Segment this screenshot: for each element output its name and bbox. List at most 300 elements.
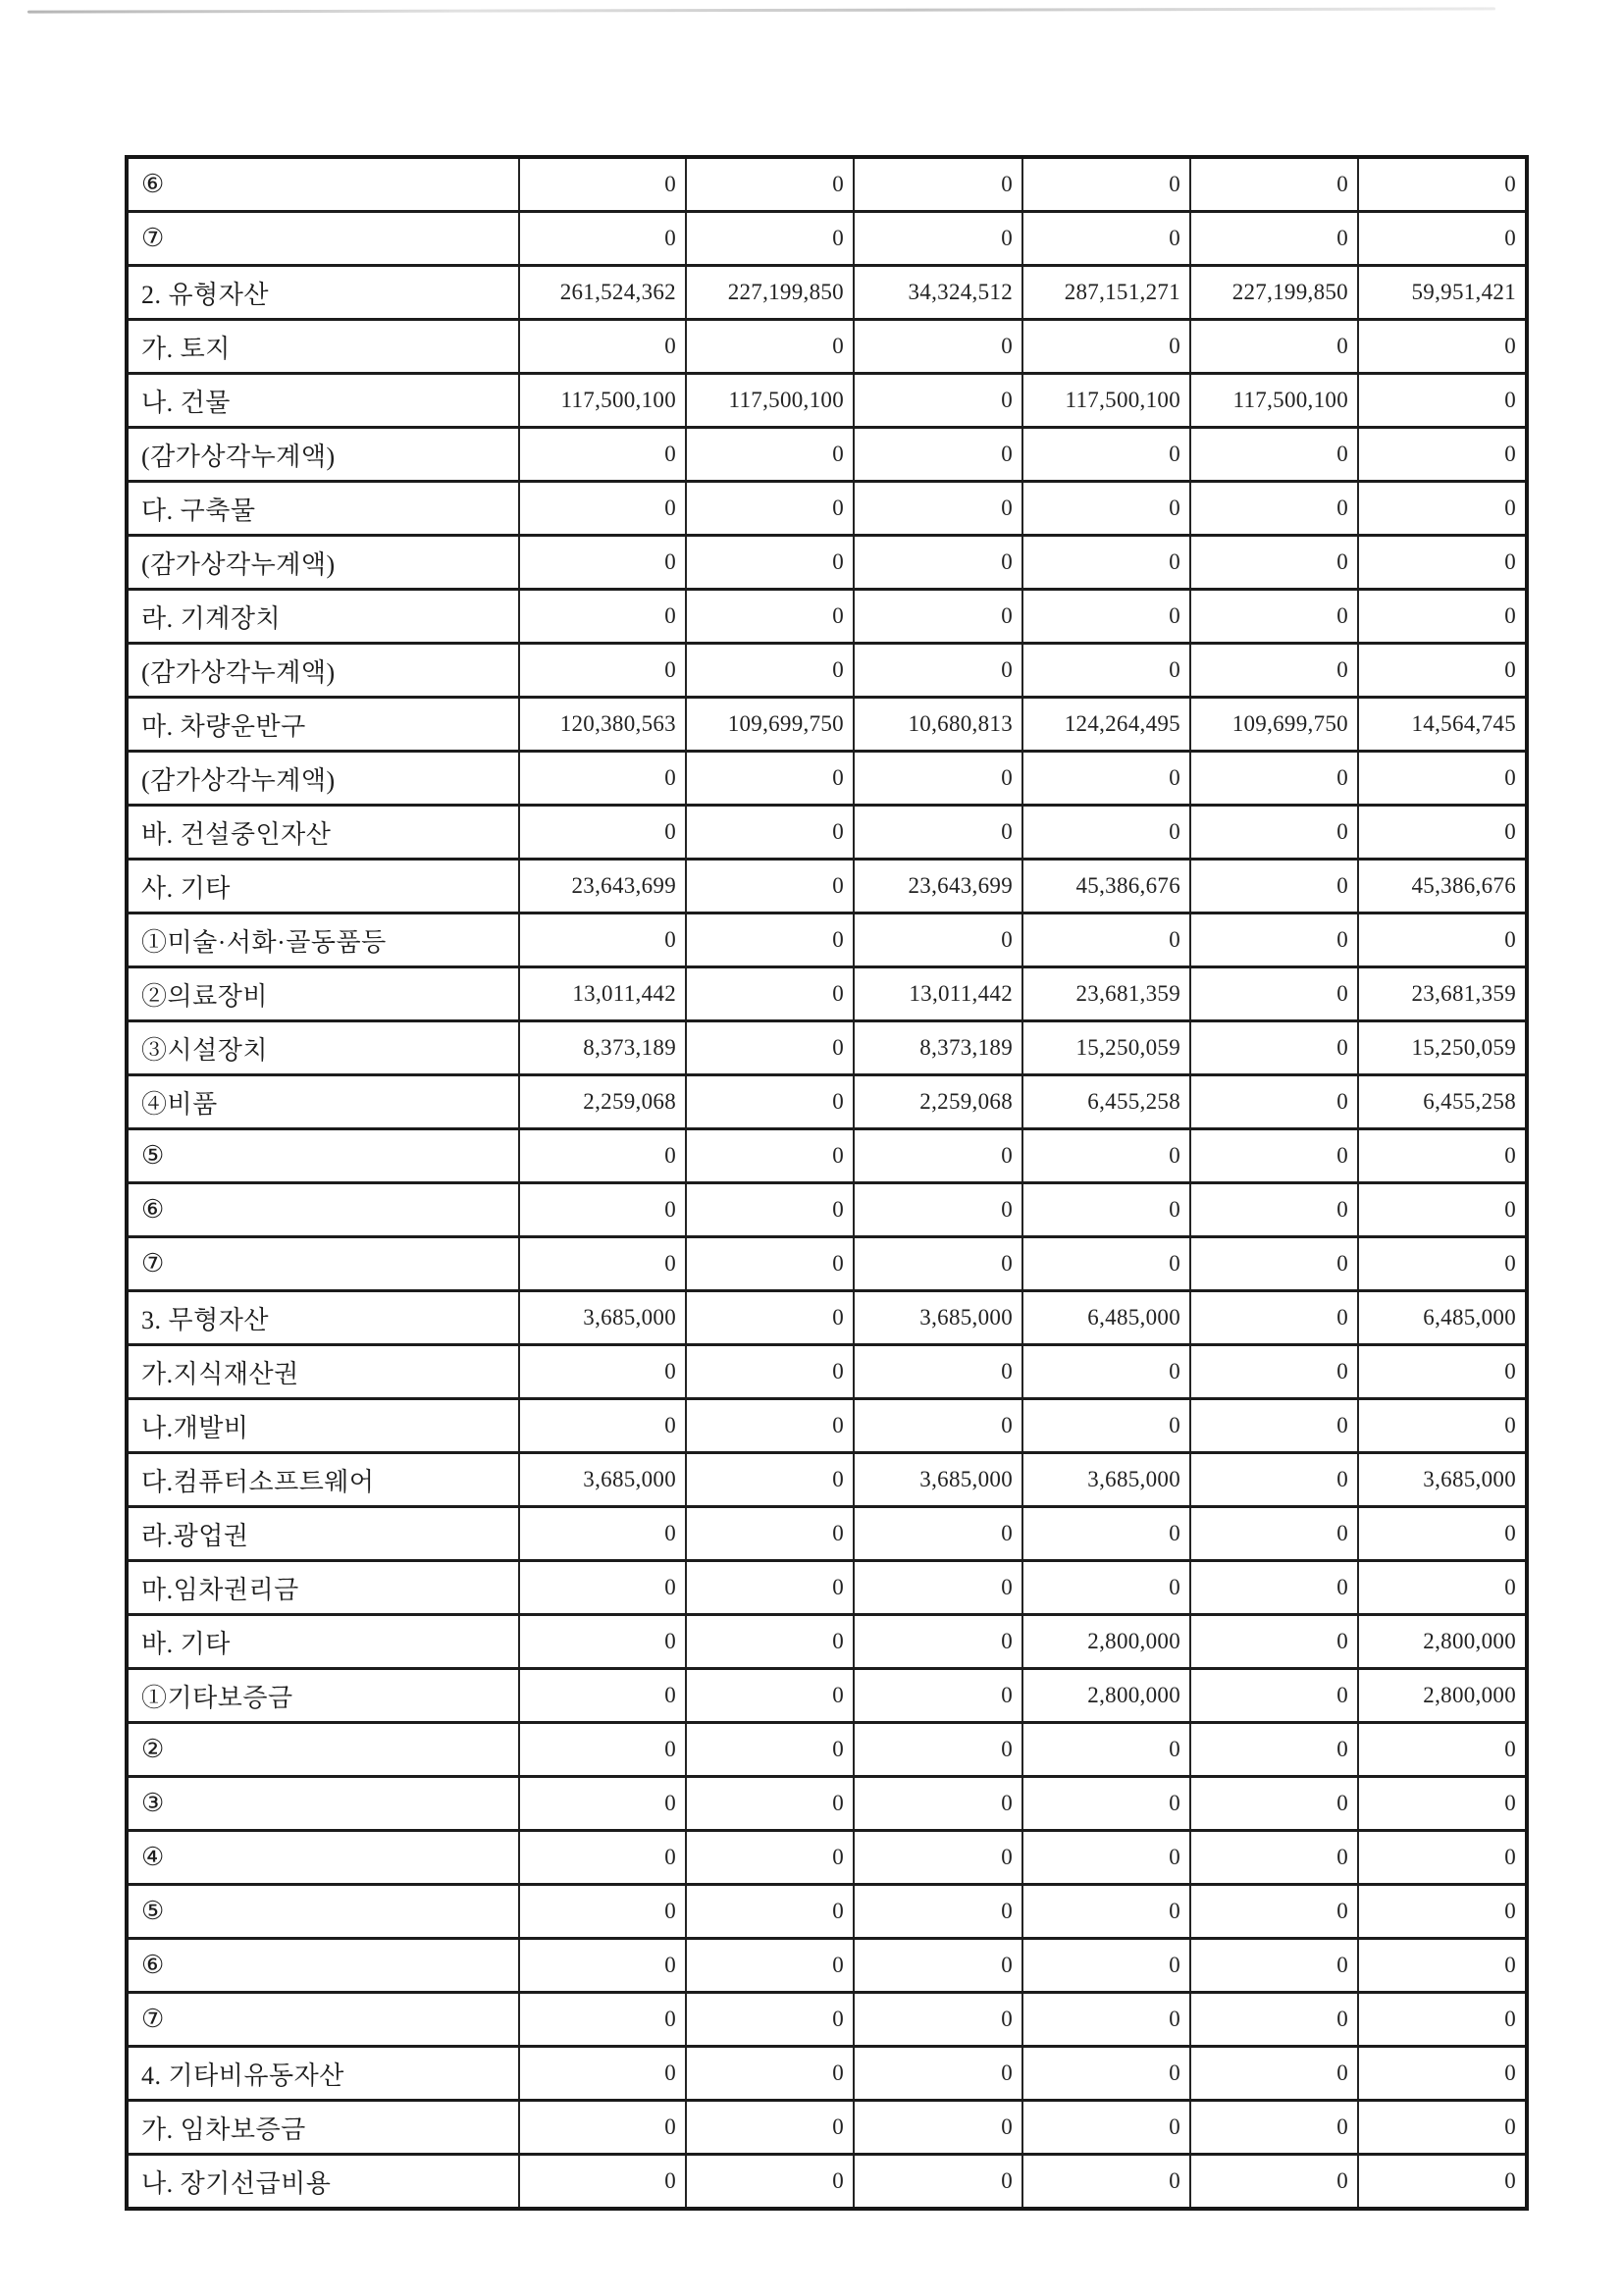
row-value-cell: 0 [519, 590, 686, 644]
row-value-cell: 0 [686, 1885, 854, 1939]
row-value-cell: 0 [854, 536, 1022, 590]
row-value-cell: 0 [1022, 1183, 1190, 1237]
row-value-cell: 23,681,359 [1022, 967, 1190, 1021]
row-value-cell: 0 [519, 320, 686, 374]
row-label-cell: ③시설장치 [127, 1021, 519, 1075]
row-value-cell: 109,699,750 [686, 698, 854, 752]
row-label-cell: 4. 기타비유동자산 [127, 2047, 519, 2101]
row-value-cell: 0 [1358, 536, 1527, 590]
row-label-cell: 나.개발비 [127, 1399, 519, 1453]
row-value-cell: 287,151,271 [1022, 266, 1190, 320]
row-value-cell: 0 [1358, 374, 1527, 428]
table-row [127, 320, 1527, 374]
row-value-cell: 0 [1022, 1723, 1190, 1777]
row-label-cell: 3. 무형자산 [127, 1291, 519, 1345]
row-value-cell: 0 [854, 590, 1022, 644]
row-label-cell: 다.컴퓨터소프트웨어 [127, 1453, 519, 1507]
row-value-cell: 59,951,421 [1358, 266, 1527, 320]
row-value-cell: 0 [519, 2155, 686, 2210]
row-value-cell: 227,199,850 [1190, 266, 1358, 320]
row-value-cell: 0 [1022, 752, 1190, 806]
row-value-cell: 0 [1358, 2101, 1527, 2155]
row-value-cell: 0 [686, 1939, 854, 1993]
row-value-cell: 0 [1358, 1183, 1527, 1237]
row-value-cell: 109,699,750 [1190, 698, 1358, 752]
row-label-cell: 바. 건설중인자산 [127, 806, 519, 860]
row-value-cell: 0 [1190, 1291, 1358, 1345]
row-label-cell: ③ [127, 1777, 519, 1831]
row-label-cell: 바. 기타 [127, 1615, 519, 1669]
row-value-cell: 0 [1022, 1777, 1190, 1831]
row-label-cell: ⑦ [127, 212, 519, 266]
row-value-cell: 0 [1358, 320, 1527, 374]
row-label-cell: (감가상각누계액) [127, 752, 519, 806]
row-value-cell: 0 [1190, 482, 1358, 536]
row-value-cell: 0 [686, 913, 854, 967]
row-value-cell: 0 [1190, 752, 1358, 806]
row-value-cell: 23,681,359 [1358, 967, 1527, 1021]
table-row [127, 266, 1527, 320]
row-value-cell: 0 [1358, 482, 1527, 536]
row-value-cell: 0 [686, 1183, 854, 1237]
row-value-cell: 0 [519, 2101, 686, 2155]
row-value-cell: 6,485,000 [1358, 1291, 1527, 1345]
row-label-cell: ⑥ [127, 157, 519, 212]
row-value-cell: 0 [519, 482, 686, 536]
table-row [127, 1021, 1527, 1075]
table-row [127, 698, 1527, 752]
row-value-cell: 0 [1022, 2155, 1190, 2210]
row-value-cell: 0 [1358, 1831, 1527, 1885]
row-value-cell: 0 [1190, 2047, 1358, 2101]
row-value-cell: 13,011,442 [854, 967, 1022, 1021]
row-value-cell: 0 [1022, 482, 1190, 536]
row-value-cell: 117,500,100 [1190, 374, 1358, 428]
row-value-cell: 0 [1190, 428, 1358, 482]
row-value-cell: 0 [1358, 644, 1527, 698]
row-value-cell: 0 [686, 590, 854, 644]
row-value-cell: 0 [519, 913, 686, 967]
row-value-cell: 0 [1022, 644, 1190, 698]
row-value-cell: 0 [1022, 806, 1190, 860]
row-value-cell: 2,800,000 [1358, 1669, 1527, 1723]
row-value-cell: 0 [686, 1561, 854, 1615]
table-row [127, 1453, 1527, 1507]
row-value-cell: 23,643,699 [854, 860, 1022, 913]
row-value-cell: 0 [686, 1291, 854, 1345]
row-label-cell: ①기타보증금 [127, 1669, 519, 1723]
row-value-cell: 0 [1358, 1939, 1527, 1993]
row-value-cell: 0 [519, 644, 686, 698]
row-value-cell: 0 [1022, 1345, 1190, 1399]
row-value-cell: 0 [1358, 2155, 1527, 2210]
row-label-cell: ④비품 [127, 1075, 519, 1129]
row-label-cell: ⑤ [127, 1129, 519, 1183]
row-value-cell: 0 [1190, 1237, 1358, 1291]
row-value-cell: 0 [1190, 1345, 1358, 1399]
row-value-cell: 0 [519, 1129, 686, 1183]
row-value-cell: 0 [519, 1939, 686, 1993]
row-value-cell: 0 [854, 428, 1022, 482]
row-value-cell: 2,800,000 [1022, 1669, 1190, 1723]
row-value-cell: 15,250,059 [1022, 1021, 1190, 1075]
row-value-cell: 0 [1358, 157, 1527, 212]
row-value-cell: 0 [1022, 428, 1190, 482]
table-row [127, 1777, 1527, 1831]
row-value-cell: 0 [854, 1561, 1022, 1615]
row-value-cell: 0 [686, 1075, 854, 1129]
row-value-cell: 3,685,000 [854, 1291, 1022, 1345]
table-row [127, 1939, 1527, 1993]
row-value-cell: 0 [854, 1507, 1022, 1561]
row-value-cell: 0 [1190, 1453, 1358, 1507]
row-value-cell: 0 [854, 374, 1022, 428]
table-row [127, 1885, 1527, 1939]
row-value-cell: 8,373,189 [854, 1021, 1022, 1075]
row-label-cell: 나. 건물 [127, 374, 519, 428]
row-value-cell: 0 [686, 320, 854, 374]
row-value-cell: 0 [1190, 806, 1358, 860]
row-value-cell: 0 [686, 157, 854, 212]
row-value-cell: 0 [686, 482, 854, 536]
row-value-cell: 0 [1190, 2155, 1358, 2210]
row-value-cell: 10,680,813 [854, 698, 1022, 752]
row-value-cell: 0 [519, 1993, 686, 2047]
row-value-cell: 0 [686, 1777, 854, 1831]
table-row [127, 1561, 1527, 1615]
row-value-cell: 0 [1022, 320, 1190, 374]
row-label-cell: (감가상각누계액) [127, 536, 519, 590]
table-row [127, 1345, 1527, 1399]
row-value-cell: 117,500,100 [686, 374, 854, 428]
row-value-cell: 0 [519, 1561, 686, 1615]
row-value-cell: 0 [519, 212, 686, 266]
row-value-cell: 0 [686, 1669, 854, 1723]
row-value-cell: 0 [854, 1399, 1022, 1453]
row-value-cell: 227,199,850 [686, 266, 854, 320]
row-value-cell: 0 [854, 1615, 1022, 1669]
row-label-cell: (감가상각누계액) [127, 644, 519, 698]
row-value-cell: 0 [1022, 1237, 1190, 1291]
row-value-cell: 0 [1022, 1885, 1190, 1939]
table-row [127, 212, 1527, 266]
table-row [127, 644, 1527, 698]
row-value-cell: 14,564,745 [1358, 698, 1527, 752]
row-value-cell: 0 [1190, 1507, 1358, 1561]
row-value-cell: 0 [854, 2101, 1022, 2155]
row-value-cell: 0 [1022, 157, 1190, 212]
row-value-cell: 0 [1190, 913, 1358, 967]
row-value-cell: 13,011,442 [519, 967, 686, 1021]
row-value-cell: 0 [519, 157, 686, 212]
row-value-cell: 0 [519, 1777, 686, 1831]
row-value-cell: 0 [686, 860, 854, 913]
row-value-cell: 0 [854, 1723, 1022, 1777]
row-value-cell: 0 [1190, 1885, 1358, 1939]
row-value-cell: 0 [686, 536, 854, 590]
row-value-cell: 0 [686, 1129, 854, 1183]
row-value-cell: 120,380,563 [519, 698, 686, 752]
row-value-cell: 6,455,258 [1358, 1075, 1527, 1129]
table-row [127, 590, 1527, 644]
row-value-cell: 0 [686, 1399, 854, 1453]
row-value-cell: 0 [519, 1723, 686, 1777]
row-value-cell: 0 [1190, 1021, 1358, 1075]
row-label-cell: ⑥ [127, 1183, 519, 1237]
row-value-cell: 0 [686, 2047, 854, 2101]
row-value-cell: 0 [519, 1237, 686, 1291]
row-value-cell: 45,386,676 [1358, 860, 1527, 913]
row-value-cell: 0 [1190, 1183, 1358, 1237]
row-value-cell: 2,259,068 [519, 1075, 686, 1129]
row-label-cell: ⑦ [127, 1237, 519, 1291]
row-value-cell: 0 [686, 967, 854, 1021]
row-label-cell: 라. 기계장치 [127, 590, 519, 644]
row-label-cell: 마.임차권리금 [127, 1561, 519, 1615]
row-value-cell: 0 [854, 1939, 1022, 1993]
row-value-cell: 0 [1190, 1129, 1358, 1183]
row-value-cell: 117,500,100 [1022, 374, 1190, 428]
row-label-cell: ④ [127, 1831, 519, 1885]
table-row [127, 2047, 1527, 2101]
row-value-cell: 0 [519, 536, 686, 590]
table-row [127, 1399, 1527, 1453]
row-value-cell: 0 [519, 1345, 686, 1399]
table-row [127, 806, 1527, 860]
scanner-edge-artifact [27, 7, 1495, 13]
row-value-cell: 0 [686, 212, 854, 266]
row-value-cell: 0 [1022, 1993, 1190, 2047]
row-value-cell: 2,800,000 [1022, 1615, 1190, 1669]
row-value-cell: 0 [519, 1615, 686, 1669]
row-label-cell: (감가상각누계액) [127, 428, 519, 482]
row-value-cell: 0 [854, 1993, 1022, 2047]
row-value-cell: 0 [1190, 1399, 1358, 1453]
row-value-cell: 0 [686, 1021, 854, 1075]
row-value-cell: 15,250,059 [1358, 1021, 1527, 1075]
row-value-cell: 0 [1190, 644, 1358, 698]
row-value-cell: 0 [1190, 1669, 1358, 1723]
row-value-cell: 0 [686, 2101, 854, 2155]
row-value-cell: 0 [1358, 1507, 1527, 1561]
table-row [127, 913, 1527, 967]
row-label-cell: ⑥ [127, 1939, 519, 1993]
row-value-cell: 0 [854, 1345, 1022, 1399]
table-row [127, 157, 1527, 212]
row-value-cell: 0 [854, 1237, 1022, 1291]
table-row [127, 1831, 1527, 1885]
row-value-cell: 0 [854, 913, 1022, 967]
row-value-cell: 0 [1190, 212, 1358, 266]
row-value-cell: 0 [1358, 1561, 1527, 1615]
row-value-cell: 0 [854, 1669, 1022, 1723]
row-value-cell: 0 [1190, 1561, 1358, 1615]
table-row [127, 2101, 1527, 2155]
row-value-cell: 0 [519, 1885, 686, 1939]
row-value-cell: 0 [519, 428, 686, 482]
row-value-cell: 6,485,000 [1022, 1291, 1190, 1345]
row-value-cell: 0 [1190, 860, 1358, 913]
row-value-cell: 0 [1022, 1399, 1190, 1453]
row-label-cell: ⑤ [127, 1885, 519, 1939]
row-value-cell: 8,373,189 [519, 1021, 686, 1075]
row-value-cell: 124,264,495 [1022, 698, 1190, 752]
row-value-cell: 0 [519, 1399, 686, 1453]
row-value-cell: 0 [854, 752, 1022, 806]
row-value-cell: 0 [854, 2047, 1022, 2101]
row-value-cell: 0 [1190, 320, 1358, 374]
row-value-cell: 0 [854, 1129, 1022, 1183]
row-label-cell: 마. 차량운반구 [127, 698, 519, 752]
table-row [127, 1615, 1527, 1669]
table-row [127, 428, 1527, 482]
row-value-cell: 0 [854, 1831, 1022, 1885]
row-value-cell: 0 [1358, 2047, 1527, 2101]
row-value-cell: 0 [686, 1237, 854, 1291]
row-value-cell: 0 [1022, 1831, 1190, 1885]
row-value-cell: 3,685,000 [519, 1453, 686, 1507]
row-value-cell: 0 [519, 1507, 686, 1561]
row-value-cell: 0 [1190, 967, 1358, 1021]
row-value-cell: 0 [686, 1615, 854, 1669]
row-value-cell: 0 [1190, 2101, 1358, 2155]
table-row [127, 967, 1527, 1021]
row-value-cell: 0 [1022, 913, 1190, 967]
table-row [127, 1669, 1527, 1723]
row-value-cell: 45,386,676 [1022, 860, 1190, 913]
row-value-cell: 0 [1190, 536, 1358, 590]
table-row [127, 2155, 1527, 2210]
row-value-cell: 0 [1358, 1399, 1527, 1453]
table-row [127, 1075, 1527, 1129]
row-label-cell: 다. 구축물 [127, 482, 519, 536]
row-value-cell: 0 [686, 1723, 854, 1777]
row-value-cell: 0 [854, 2155, 1022, 2210]
row-value-cell: 0 [1358, 1777, 1527, 1831]
row-value-cell: 0 [854, 482, 1022, 536]
row-value-cell: 0 [686, 1507, 854, 1561]
row-value-cell: 0 [854, 644, 1022, 698]
row-value-cell: 0 [1022, 1561, 1190, 1615]
table-row [127, 536, 1527, 590]
row-value-cell: 23,643,699 [519, 860, 686, 913]
row-value-cell: 0 [686, 1345, 854, 1399]
row-value-cell: 34,324,512 [854, 266, 1022, 320]
table-row [127, 374, 1527, 428]
row-label-cell: 나. 장기선급비용 [127, 2155, 519, 2210]
row-value-cell: 0 [1358, 1345, 1527, 1399]
row-value-cell: 3,685,000 [519, 1291, 686, 1345]
row-label-cell: ②의료장비 [127, 967, 519, 1021]
row-value-cell: 0 [854, 1777, 1022, 1831]
row-value-cell: 0 [519, 806, 686, 860]
row-label-cell: 가. 토지 [127, 320, 519, 374]
row-value-cell: 0 [1022, 2101, 1190, 2155]
row-value-cell: 0 [686, 1993, 854, 2047]
row-value-cell: 0 [854, 1885, 1022, 1939]
row-label-cell: 라.광업권 [127, 1507, 519, 1561]
asset-detail-table [125, 155, 1529, 2211]
row-value-cell: 0 [686, 2155, 854, 2210]
row-value-cell: 0 [1190, 1723, 1358, 1777]
row-value-cell: 0 [1022, 536, 1190, 590]
row-label-cell: 2. 유형자산 [127, 266, 519, 320]
row-value-cell: 0 [1190, 1993, 1358, 2047]
row-value-cell: 0 [1022, 212, 1190, 266]
row-value-cell: 0 [1022, 2047, 1190, 2101]
row-value-cell: 0 [1358, 1885, 1527, 1939]
row-value-cell: 0 [1358, 1993, 1527, 2047]
table-row [127, 752, 1527, 806]
table-row [127, 860, 1527, 913]
row-value-cell: 0 [1358, 913, 1527, 967]
row-value-cell: 0 [519, 752, 686, 806]
row-value-cell: 0 [1358, 1237, 1527, 1291]
row-value-cell: 0 [854, 157, 1022, 212]
row-value-cell: 0 [686, 644, 854, 698]
row-value-cell: 0 [519, 1669, 686, 1723]
row-value-cell: 0 [686, 806, 854, 860]
row-value-cell: 0 [1358, 212, 1527, 266]
row-label-cell: 가. 임차보증금 [127, 2101, 519, 2155]
row-value-cell: 0 [854, 1183, 1022, 1237]
row-value-cell: 2,800,000 [1358, 1615, 1527, 1669]
row-value-cell: 0 [686, 428, 854, 482]
row-value-cell: 0 [519, 2047, 686, 2101]
row-value-cell: 3,685,000 [1022, 1453, 1190, 1507]
row-value-cell: 0 [519, 1183, 686, 1237]
row-value-cell: 0 [1358, 590, 1527, 644]
row-label-cell: ①미술·서화·골동품등 [127, 913, 519, 967]
row-value-cell: 6,455,258 [1022, 1075, 1190, 1129]
row-value-cell: 0 [1022, 1129, 1190, 1183]
table-row [127, 1993, 1527, 2047]
table-row [127, 1237, 1527, 1291]
row-value-cell: 0 [1190, 157, 1358, 212]
row-label-cell: 가.지식재산권 [127, 1345, 519, 1399]
row-value-cell: 261,524,362 [519, 266, 686, 320]
row-value-cell: 0 [686, 1453, 854, 1507]
row-value-cell: 0 [854, 320, 1022, 374]
row-value-cell: 0 [1022, 1939, 1190, 1993]
row-value-cell: 0 [1022, 590, 1190, 644]
row-value-cell: 0 [686, 1831, 854, 1885]
row-value-cell: 3,685,000 [854, 1453, 1022, 1507]
row-value-cell: 0 [854, 212, 1022, 266]
table-row [127, 482, 1527, 536]
table-row [127, 1507, 1527, 1561]
row-value-cell: 0 [1358, 752, 1527, 806]
row-value-cell: 0 [1022, 1507, 1190, 1561]
row-value-cell: 0 [1190, 1615, 1358, 1669]
row-label-cell: 사. 기타 [127, 860, 519, 913]
row-label-cell: ⑦ [127, 1993, 519, 2047]
row-value-cell: 0 [1358, 428, 1527, 482]
table-row [127, 1129, 1527, 1183]
row-value-cell: 0 [1358, 1129, 1527, 1183]
row-value-cell: 3,685,000 [1358, 1453, 1527, 1507]
asset-table-body [127, 157, 1527, 2209]
row-value-cell: 0 [686, 752, 854, 806]
table-row [127, 1183, 1527, 1237]
row-value-cell: 0 [519, 1831, 686, 1885]
row-value-cell: 2,259,068 [854, 1075, 1022, 1129]
table-row [127, 1291, 1527, 1345]
row-value-cell: 0 [1190, 1777, 1358, 1831]
row-value-cell: 0 [1358, 806, 1527, 860]
row-value-cell: 0 [854, 806, 1022, 860]
row-value-cell: 0 [1358, 1723, 1527, 1777]
